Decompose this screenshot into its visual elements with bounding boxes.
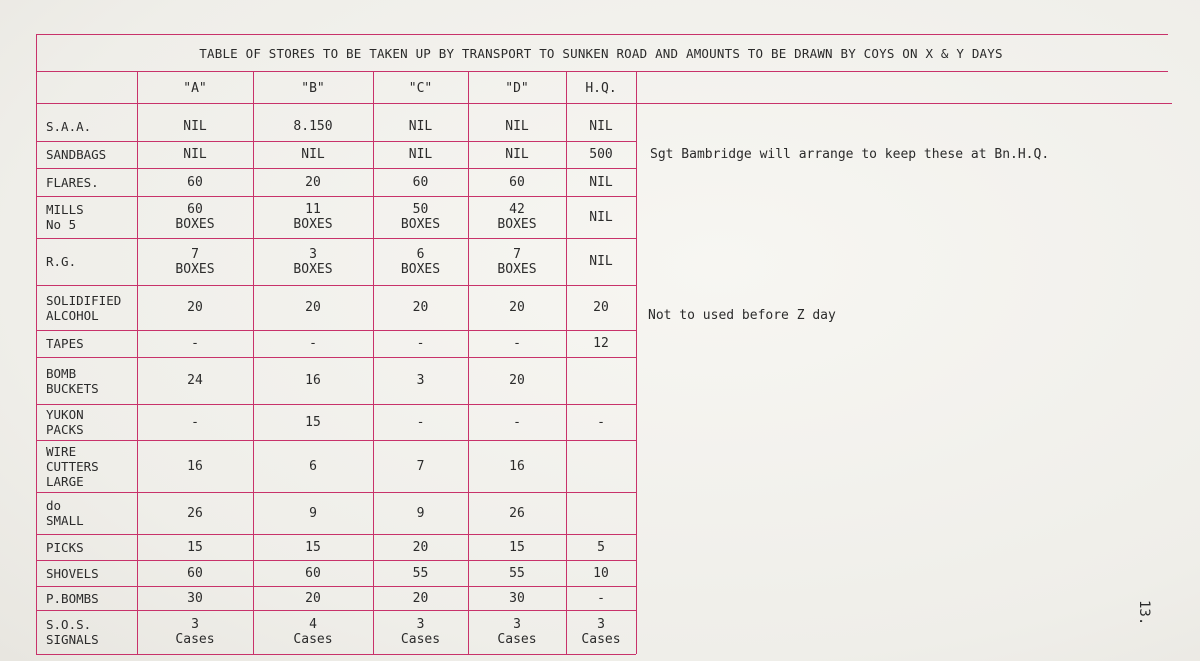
row-label xyxy=(46,238,136,285)
row-label-line: SANDBAGS xyxy=(46,147,107,162)
cell-value: 5 xyxy=(597,539,605,555)
row-label-line: YUKON xyxy=(46,407,84,422)
column-header-label: "B" xyxy=(301,81,325,96)
table-cell xyxy=(566,404,636,440)
cell-value: 50 xyxy=(412,202,429,217)
cell-value: 8.150 xyxy=(293,119,333,134)
cell-value: 7 xyxy=(513,246,521,262)
table-cell xyxy=(137,404,253,440)
table-title: TABLE OF STORES TO BE TAKEN UP BY TRANSPORT TO SUNKEN ROAD AND AMOUNTS TO BE DRAWN BY COYS ON X & Y DAYS xyxy=(199,46,1003,61)
table-cell xyxy=(468,196,566,238)
cell-value: 20 xyxy=(412,539,429,555)
cell-value: 26 xyxy=(509,505,525,521)
row-label-line: SOLIDIFIED xyxy=(46,292,122,308)
table-cell xyxy=(566,330,636,357)
table-cell xyxy=(373,560,468,586)
column-header-label: H.Q. xyxy=(585,81,617,96)
row-label-line: P.BOMBS xyxy=(46,590,99,606)
cell-value: - xyxy=(513,336,521,351)
table-cell xyxy=(373,534,468,560)
table-cell xyxy=(566,610,636,654)
cell-value: 16 xyxy=(187,458,203,474)
table-cell xyxy=(253,610,373,654)
row-label-line: MILLS xyxy=(46,202,84,217)
table-cell xyxy=(253,492,373,534)
cell-value: BOXES xyxy=(175,261,215,277)
row-rule xyxy=(36,654,636,655)
table-cell xyxy=(137,534,253,560)
row-label xyxy=(46,586,136,610)
cell-value: 6 xyxy=(309,458,317,474)
cell-value: 42 xyxy=(509,202,525,217)
cell-value: 7 xyxy=(416,458,425,474)
row-label-line: PACKS xyxy=(46,422,84,437)
cell-value: 9 xyxy=(416,505,425,521)
cell-value: 60 xyxy=(187,174,203,190)
column-rule xyxy=(636,71,637,654)
table-cell xyxy=(373,404,468,440)
row-label xyxy=(46,492,136,534)
table-cell xyxy=(253,196,373,238)
row-label xyxy=(46,404,136,440)
cell-value: 60 xyxy=(412,174,429,190)
cell-value: Cases xyxy=(400,632,441,647)
cell-value: 3 xyxy=(416,617,425,632)
cell-value: NIL xyxy=(408,119,433,134)
cell-value: BOXES xyxy=(293,217,333,232)
table-cell xyxy=(253,357,373,404)
table-cell xyxy=(373,492,468,534)
table-cell xyxy=(137,357,253,404)
cell-value: 30 xyxy=(509,590,525,606)
cell-value: - xyxy=(416,336,425,351)
cell-value: 16 xyxy=(509,458,525,474)
cell-value: 20 xyxy=(187,300,203,315)
cell-value: - xyxy=(597,590,605,606)
cell-value: 7 xyxy=(191,246,199,262)
table-cell xyxy=(566,586,636,610)
row-label-line: SIGNALS xyxy=(46,632,99,647)
table-cell xyxy=(253,168,373,196)
cell-value: - xyxy=(191,414,199,430)
table-cell xyxy=(137,492,253,534)
table-cell xyxy=(468,285,566,330)
row-label xyxy=(46,610,136,654)
table-cell xyxy=(373,357,468,404)
cell-value: 60 xyxy=(187,202,203,217)
table-cell xyxy=(373,330,468,357)
table-cell xyxy=(468,238,566,285)
table-cell xyxy=(566,168,636,196)
table-cell xyxy=(468,112,566,141)
table-cell xyxy=(468,330,566,357)
cell-value: 55 xyxy=(509,565,525,581)
row-label xyxy=(46,440,136,492)
cell-value: Cases xyxy=(175,632,215,647)
table-cell xyxy=(468,610,566,654)
table-cell xyxy=(137,586,253,610)
column-header xyxy=(137,71,253,106)
cell-value: NIL xyxy=(589,254,613,269)
table-cell xyxy=(566,238,636,285)
cell-value: 6 xyxy=(416,246,425,262)
cell-value: NIL xyxy=(589,174,613,190)
table-cell xyxy=(566,440,636,492)
table-cell xyxy=(137,112,253,141)
row-label xyxy=(46,112,136,141)
table-cell xyxy=(566,285,636,330)
cell-value: - xyxy=(513,414,521,430)
row-label xyxy=(46,330,136,357)
row-label-line: SMALL xyxy=(46,513,84,528)
row-label xyxy=(46,196,136,238)
cell-value: 500 xyxy=(589,147,613,162)
cell-value: 60 xyxy=(187,565,203,581)
cell-value: NIL xyxy=(589,209,613,225)
table-cell xyxy=(373,586,468,610)
row-label xyxy=(46,534,136,560)
cell-value: 12 xyxy=(593,336,609,351)
cell-value: 15 xyxy=(305,539,321,555)
table-cell xyxy=(253,238,373,285)
cell-value: 9 xyxy=(309,505,317,521)
table-cell xyxy=(253,534,373,560)
column-header xyxy=(566,71,636,106)
table-cell xyxy=(566,196,636,238)
table-cell xyxy=(137,560,253,586)
table-cell xyxy=(468,168,566,196)
row-label-line: No 5 xyxy=(46,217,77,232)
table-cell xyxy=(468,560,566,586)
table-cell xyxy=(373,285,468,330)
table-cell xyxy=(137,168,253,196)
table-cell xyxy=(468,586,566,610)
table-cell xyxy=(253,404,373,440)
row-label xyxy=(46,141,136,168)
cell-value: NIL xyxy=(408,147,433,162)
row-label-line: BUCKETS xyxy=(46,380,99,396)
cell-value: 60 xyxy=(305,565,321,581)
cell-value: 60 xyxy=(509,174,525,190)
cell-value: 16 xyxy=(305,373,321,388)
table-cell xyxy=(253,586,373,610)
cell-value: 24 xyxy=(187,373,203,388)
cell-value: NIL xyxy=(589,119,613,134)
table-cell xyxy=(468,492,566,534)
cell-value: NIL xyxy=(183,147,207,162)
table-cell xyxy=(137,285,253,330)
column-header xyxy=(468,71,566,106)
table-top-rule xyxy=(36,34,1168,35)
cell-value: Cases xyxy=(293,632,333,647)
table-cell xyxy=(566,534,636,560)
table-cell xyxy=(253,112,373,141)
cell-value: 3 xyxy=(309,246,317,262)
cell-value: Cases xyxy=(497,632,537,647)
cell-value: 15 xyxy=(187,539,203,555)
row-label-line: do xyxy=(46,498,62,513)
cell-value: BOXES xyxy=(497,261,537,277)
table-cell xyxy=(373,610,468,654)
table-cell xyxy=(566,357,636,404)
cell-value: 20 xyxy=(305,174,321,190)
cell-value: 30 xyxy=(187,590,203,606)
table-cell xyxy=(468,357,566,404)
cell-value: BOXES xyxy=(400,217,441,232)
row-label-line: CUTTERS xyxy=(46,458,99,474)
cell-value: 55 xyxy=(412,565,429,581)
cell-value: BOXES xyxy=(497,217,537,232)
table-cell xyxy=(566,560,636,586)
cell-value: Cases xyxy=(581,632,621,647)
table-cell xyxy=(566,492,636,534)
row-label-line: ALCOHOL xyxy=(46,307,99,323)
table-cell xyxy=(137,610,253,654)
table-cell xyxy=(468,534,566,560)
table-cell xyxy=(373,112,468,141)
cell-value: 3 xyxy=(513,617,521,632)
table-cell xyxy=(137,440,253,492)
column-header-label: "A" xyxy=(183,81,207,96)
row-label-line: TAPES xyxy=(46,336,84,351)
row-label-line: WIRE xyxy=(46,443,77,459)
cell-value: BOXES xyxy=(293,261,333,277)
cell-value: BOXES xyxy=(175,217,215,232)
cell-value: 3 xyxy=(416,373,425,388)
table-cell xyxy=(468,440,566,492)
cell-value: NIL xyxy=(301,147,325,162)
row-label xyxy=(46,168,136,196)
page-number: 13. xyxy=(1136,600,1152,626)
table-cell xyxy=(566,141,636,168)
cell-value: 26 xyxy=(187,505,203,521)
cell-value: NIL xyxy=(505,119,529,134)
row-label xyxy=(46,285,136,330)
cell-value: 20 xyxy=(305,300,321,315)
cell-value: 3 xyxy=(597,617,605,632)
table-cell xyxy=(253,285,373,330)
row-note: Sgt Bambridge will arrange to keep these at Bn.H.Q. xyxy=(650,147,1050,162)
table-cell xyxy=(253,330,373,357)
row-label-line: BOMB xyxy=(46,365,77,381)
row-label xyxy=(46,560,136,586)
column-header xyxy=(373,71,468,106)
row-label-line: FLARES. xyxy=(46,174,99,190)
cell-value: NIL xyxy=(505,147,529,162)
cell-value: 11 xyxy=(305,202,321,217)
table-cell xyxy=(253,560,373,586)
row-label xyxy=(46,357,136,404)
cell-value: BOXES xyxy=(400,261,441,277)
table-cell xyxy=(373,440,468,492)
table-cell xyxy=(468,404,566,440)
cell-value: 20 xyxy=(412,590,429,606)
row-label-line: SHOVELS xyxy=(46,565,99,581)
table-cell xyxy=(253,141,373,168)
table-cell xyxy=(137,238,253,285)
table-cell xyxy=(373,168,468,196)
column-header-label: "D" xyxy=(505,81,529,96)
cell-value: 20 xyxy=(412,300,429,315)
cell-value: - xyxy=(191,336,199,351)
table-cell xyxy=(137,330,253,357)
column-header-label: "C" xyxy=(408,81,433,96)
table-cell xyxy=(468,141,566,168)
table-cell xyxy=(137,196,253,238)
cell-value: 4 xyxy=(309,617,317,632)
row-label-line: S.O.S. xyxy=(46,617,92,632)
table-cell xyxy=(373,238,468,285)
table-left-rule xyxy=(36,34,37,654)
cell-value: 20 xyxy=(593,300,609,315)
table-cell xyxy=(137,141,253,168)
row-label-line: S.A.A. xyxy=(46,119,92,134)
cell-value: 20 xyxy=(509,373,525,388)
cell-value: 15 xyxy=(509,539,525,555)
table-cell xyxy=(373,141,468,168)
table-cell xyxy=(253,440,373,492)
cell-value: - xyxy=(309,336,317,351)
row-label-line: LARGE xyxy=(46,473,84,489)
cell-value: 20 xyxy=(305,590,321,606)
cell-value: - xyxy=(416,414,425,430)
row-label-line: R.G. xyxy=(46,254,77,269)
column-header xyxy=(253,71,373,106)
cell-value: 15 xyxy=(305,414,321,430)
table-cell xyxy=(373,196,468,238)
cell-value: 3 xyxy=(191,617,199,632)
cell-value: 20 xyxy=(509,300,525,315)
cell-value: - xyxy=(597,414,605,430)
row-note: Not to used before Z day xyxy=(648,308,836,323)
table-cell xyxy=(566,112,636,141)
cell-value: 10 xyxy=(593,565,609,581)
cell-value: NIL xyxy=(183,119,207,134)
row-label-line: PICKS xyxy=(46,539,84,555)
